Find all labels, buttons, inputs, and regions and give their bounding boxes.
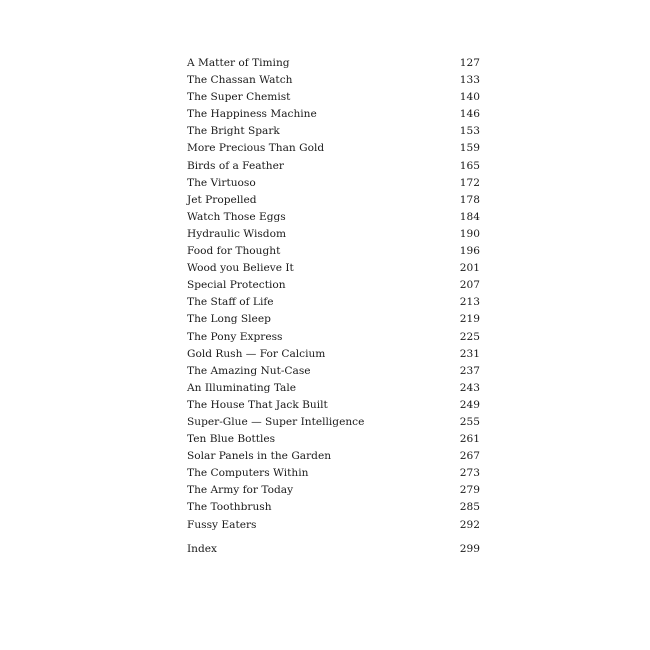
toc-entry-title: Watch Those Eggs: [187, 210, 286, 223]
toc-entry-page: 225: [459, 330, 480, 343]
toc-entry-page: 267: [459, 450, 480, 463]
toc-entry-page: 292: [459, 518, 480, 531]
toc-entry: [187, 72, 480, 89]
toc-entry-title: Birds of a Feather: [187, 159, 284, 172]
toc-entry-page: 207: [459, 279, 480, 292]
toc-entry-page: 184: [459, 210, 480, 223]
toc-entry-title: An Illuminating Tale: [187, 381, 297, 394]
toc-entry-title: Fussy Eaters: [187, 518, 257, 531]
toc-entry-title: Jet Propelled: [187, 193, 257, 206]
toc-entry-title: A Matter of Timing: [187, 57, 290, 69]
toc-entry-title: More Precious Than Gold: [187, 142, 325, 155]
toc-entry-title: The Computers Within: [187, 467, 309, 480]
toc-entry-title: The Long Sleep: [187, 313, 271, 326]
toc-entry-page: 219: [459, 313, 480, 326]
toc-entry: [187, 414, 480, 431]
toc-entry: [187, 499, 480, 516]
toc-entry-title: The Chassan Watch: [187, 74, 293, 87]
toc-entry-page: 196: [459, 245, 480, 258]
toc-entry-page: 127: [459, 57, 480, 69]
toc-entry-title: The Amazing Nut-Case: [187, 364, 311, 377]
toc-entry-page: 133: [459, 74, 480, 87]
toc-entry: [187, 209, 480, 226]
toc-entry-page: 249: [459, 398, 480, 411]
toc-entry-page: 178: [459, 193, 480, 206]
toc-entry: [187, 55, 480, 72]
toc-entry: [187, 465, 480, 482]
toc-entry: [187, 192, 480, 209]
toc-entry: [187, 311, 480, 328]
toc-entry-page: 159: [459, 142, 480, 155]
toc-entry: [187, 431, 480, 448]
toc-entry: [187, 363, 480, 380]
toc-entry-page: 140: [459, 91, 480, 104]
toc-entry: [187, 397, 480, 414]
toc-entry-page: 146: [459, 108, 480, 121]
toc-entry-page: 279: [459, 484, 480, 497]
toc-entry-title: The Army for Today: [187, 484, 294, 497]
toc-entry: [187, 106, 480, 123]
toc-entry-page: 285: [459, 501, 480, 514]
toc-entry: [187, 346, 480, 363]
toc-entry-title: The House That Jack Built: [187, 398, 328, 411]
toc-entry-title: Ten Blue Bottles: [187, 433, 276, 446]
toc-entry-page: 165: [459, 159, 480, 172]
toc-entry-title: Gold Rush — For Calcium: [187, 347, 326, 360]
toc-entry-page: 243: [459, 381, 480, 394]
toc-entry: [187, 277, 480, 294]
toc-entry: [187, 140, 480, 157]
toc-entry-title: Wood you Believe It: [187, 262, 294, 275]
toc-entry: [187, 329, 480, 346]
toc-entry: [187, 448, 480, 465]
toc-entry-title: The Super Chemist: [187, 91, 291, 104]
toc-entry-title: Special Protection: [187, 279, 286, 292]
toc-index-title: Index: [187, 542, 218, 555]
toc-entry: [187, 260, 480, 277]
toc-index-entry: [187, 541, 480, 558]
table-of-contents: [187, 55, 480, 558]
toc-entry-title: Food for Thought: [187, 245, 281, 258]
toc-entry-page: 255: [459, 415, 480, 428]
toc-entry: [187, 175, 480, 192]
toc-entry-page: 213: [459, 296, 480, 309]
toc-index-page: 299: [459, 542, 480, 555]
toc-entry-page: 273: [459, 467, 480, 480]
toc-entry-page: 231: [459, 347, 480, 360]
toc-entry-page: 190: [459, 227, 480, 240]
toc-entry-title: The Toothbrush: [187, 501, 272, 514]
toc-entry-title: The Bright Spark: [187, 125, 280, 138]
toc-entry: [187, 123, 480, 140]
toc-entry: [187, 243, 480, 260]
toc-entry-page: 153: [459, 125, 480, 138]
toc-entry-title: The Happiness Machine: [187, 108, 317, 121]
toc-entry: [187, 380, 480, 397]
toc-entry: [187, 294, 480, 311]
toc-entry-page: 237: [459, 364, 480, 377]
toc-entry-title: The Virtuoso: [187, 176, 256, 189]
toc-entry-title: Solar Panels in the Garden: [187, 450, 332, 463]
toc-entry: [187, 226, 480, 243]
toc-entry: [187, 482, 480, 499]
toc-entry-page: 172: [459, 176, 480, 189]
toc-entry-title: Super-Glue — Super Intelligence: [187, 415, 365, 428]
toc-entry-page: 261: [459, 433, 480, 446]
toc-entry-title: The Staff of Life: [187, 296, 274, 309]
toc-entry-title: Hydraulic Wisdom: [187, 227, 287, 240]
toc-entry-title: The Pony Express: [187, 330, 283, 343]
toc-entry: [187, 517, 480, 534]
toc-entry: [187, 89, 480, 106]
toc-entry: [187, 158, 480, 175]
toc-entry-page: 201: [459, 262, 480, 275]
